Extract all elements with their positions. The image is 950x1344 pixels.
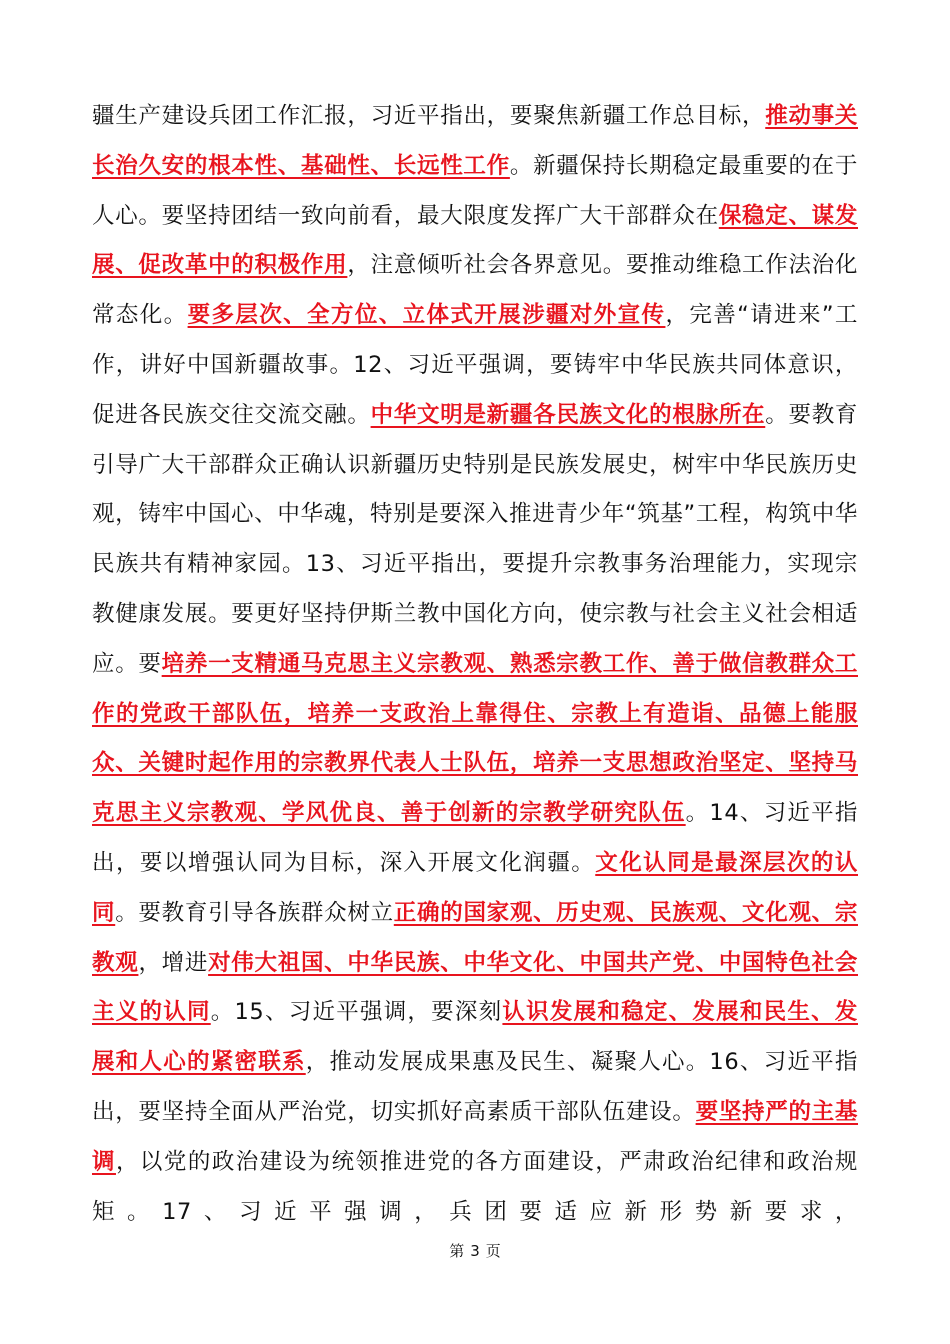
text-run: ，完善“请进来”工作，讲好中国新疆故事。12、习近平强调，要铸牢中华民族共同体意识，促进各民族交往交流交融。 [92,302,858,428]
text-run: 。14、习近平指出，要以增强认同为目标，深入开展文化润疆。 [92,800,858,876]
page-number-suffix: 页 [485,1242,501,1260]
highlighted-text-run: 培养一支精通马克思主义宗教观、熟悉宗教工作、善于做信教群众工作的党政干部队伍，培养一支政治上靠得住、宗教上有造诣、品德上能服众、关键时起作用的宗教界代表人士队伍，培养一支思想政治坚定、坚持马克思主义宗教观、学风优良、善于创新的宗教学研究队伍 [92,650,858,827]
highlighted-text-run: 推动事关长治久安的根本性、基础性、长远性工作 [92,103,858,179]
text-run: ，以党的政治建设为统领推进党的各方面建设，严肃政治纪律和政治规矩。17、习近平强调，兵团要适应新形势新要求， [92,1148,858,1225]
body-paragraph [92,92,858,1237]
page-number-prefix: 第 [449,1242,465,1260]
text-run: ，推动发展成果惠及民生、凝聚人心。16、习近平指出，要坚持全面从严治党，切实抓好高素质干部队伍建设。 [92,1049,859,1125]
page-number: 3 [470,1242,480,1260]
text-run: 。新疆保持长期稳定最重要的在于人心。要坚持团结一致向前看，最大限度发挥广大干部群众在 [92,152,858,229]
highlighted-text-run: 文化认同是最深层次的认同 [92,849,858,926]
text-run: 。要教育引导各族群众树立 [115,899,394,926]
text-run: 疆生产建设兵团工作汇报，习近平指出，要聚焦新疆工作总目标， [92,103,766,129]
highlighted-text-run: 认识发展和稳定、发展和民生、发展和人心的紧密联系 [92,999,858,1076]
text-run: 。15、习近平强调，要深刻 [210,999,503,1026]
highlighted-text-run: 中华文明是新疆各民族文化的根脉所在 [370,401,766,428]
highlighted-text-run: 正确的国家观、历史观、民族观、文化观、宗教观 [92,899,858,976]
highlighted-text-run: 对伟大祖国、中华民族、中华文化、中国共产党、中国特色社会主义的认同 [92,949,858,1026]
text-run: ，注意倾听社会各界意见。要推动维稳工作法治化常态化。 [92,252,858,329]
text-run: 。要教育引导广大干部群众正确认识新疆历史特别是民族发展史，树牢中华民族历史观，铸牢中国心、中华魂，特别是要深入推进青少年“筑基”工程，构筑中华民族共有精神家园。13、习近平指出，要提升宗教事务治理能力，实现宗教健康发展。要更好坚持伊斯兰教中国化方向，使宗教与社会主义社会相适应。要 [92,401,859,677]
text-run: ，增进 [138,949,209,976]
highlighted-text-run: 要坚持严的主基调 [92,1098,859,1175]
page-footer [0,1240,950,1261]
highlighted-text-run: 要多层次、全方位、立体式开展涉疆对外宣传 [187,302,666,329]
highlighted-text-run: 保稳定、谋发展、促改革中的积极作用 [92,202,858,279]
